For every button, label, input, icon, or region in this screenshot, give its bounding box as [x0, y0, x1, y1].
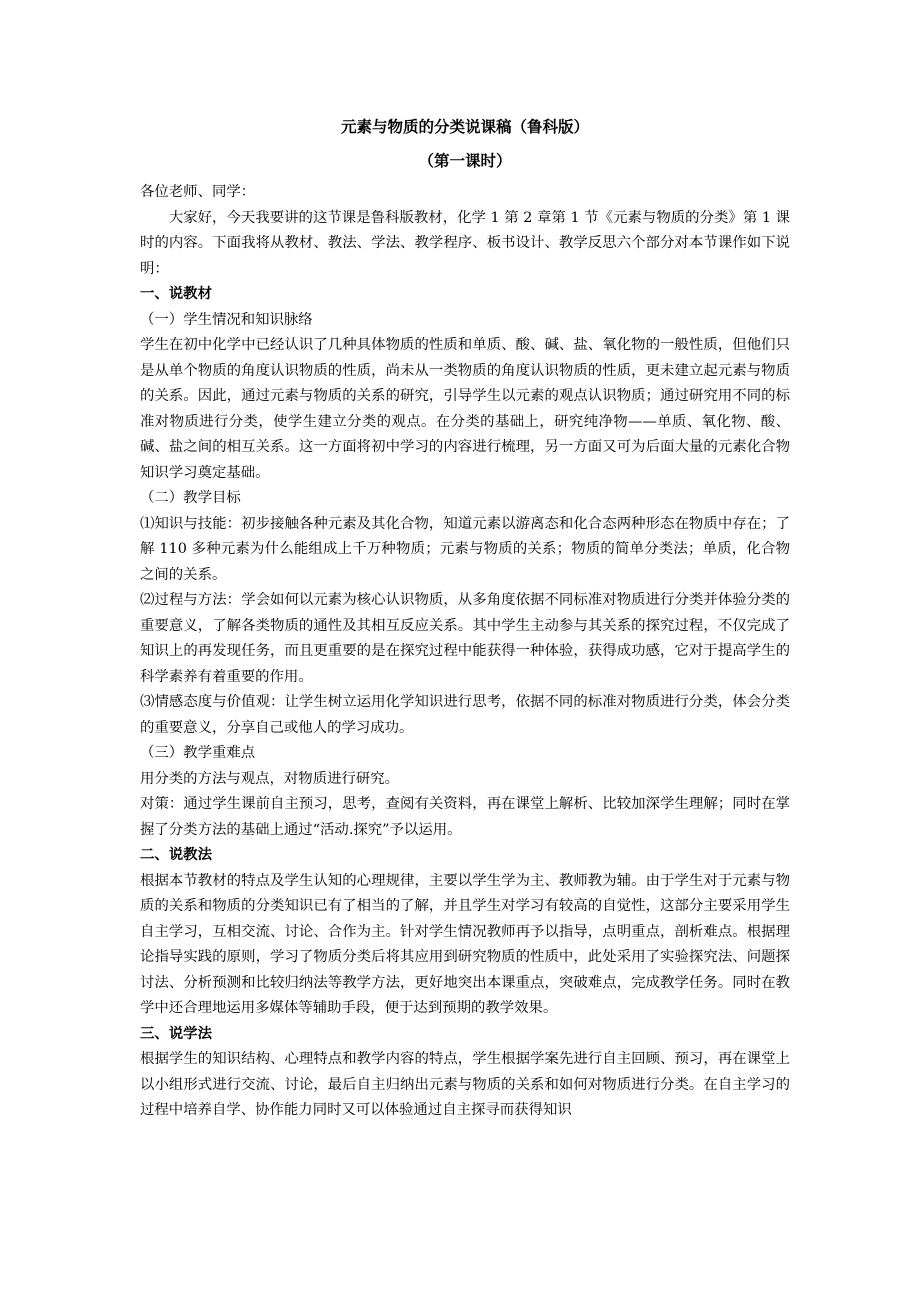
- subheading-teaching-goals: （二）教学目标: [140, 490, 241, 506]
- subheading-key-points: （三）教学重难点: [140, 745, 256, 761]
- goal-attitude-values: ⑶情感态度与价值观：让学生树立运用化学知识进行思考，依据不同的标准对物质进行分类，体会分类的重要意义，分享自己或他人的学习成功。: [140, 694, 790, 736]
- section-heading-learning-method: 三、说学法: [140, 1025, 212, 1042]
- document-page: [140, 112, 790, 1124]
- section-heading-teaching-method: 二、说教法: [140, 847, 212, 863]
- teaching-method-paragraph: 根据本节教材的特点及学生认知的心理规律，主要以学生学为主、教师教为辅。由于学生对于元素与物质的关系和物质的分类知识已有了相当的了解，并且学生对学习有较高的自觉性，这部分主要采用学生自主学习，互相交流、讨论、合作为主。针对学生情况教师再予以指导，点明重点，剖析难点。根据理论指导实践的原则，学习了物质分类后将其应用到研究物质的性质中，此处采用了实验探究法、问题探讨法、分析预测和比较归纳法等教学方法，更好地突出本课重点，突破难点，完成教学任务。同时在教学中还合理地运用多媒体等辅助手段，便于达到预期的教学效果。: [140, 872, 790, 1016]
- greeting: 各位老师、同学：: [140, 184, 256, 200]
- learning-method-paragraph: 根据学生的知识结构、心理特点和教学内容的特点，学生根据学案先进行自主回顾、预习，再在课堂上以小组形式进行交流、讨论，最后自主归纳出元素与物质的关系和如何对物质进行分类。在自主学习的过程中培养自学、协作能力同时又可以体验通过自主探寻而获得知识: [140, 1051, 790, 1118]
- subheading-student-situation: （一）学生情况和知识脉络: [140, 311, 313, 328]
- key-points-paragraph: 用分类的方法与观点，对物质进行研究。: [140, 770, 400, 787]
- strategy-paragraph: 对策：通过学生课前自主预习，思考，查阅有关资料，再在课堂上解析、比较加深学生理解；同时在掌握了分类方法的基础上通过“活动.探究”予以运用。: [140, 796, 790, 838]
- section-heading-teaching-material: 一、说教材: [140, 286, 212, 302]
- document-subtitle: （第一课时）: [418, 151, 512, 170]
- intro-paragraph: 大家好，今天我要讲的这节课是鲁科版教材，化学 1 第 2 章第 1 节《元素与物质的分类》第 1 课时的内容。下面我将从教材、教法、学法、教学程序、板书设计、教学反思六个部分对本节课作如下说明：: [140, 209, 790, 277]
- document-title: 元素与物质的分类说课稿（鲁科版）: [340, 117, 589, 136]
- student-situation-paragraph: 学生在初中化学中已经认识了几种具体物质的性质和单质、酸、碱、盐、氧化物的一般性质，但他们只是从单个物质的角度认识物质的性质，尚未从一类物质的角度认识物质的性质，更未建立起元素与物质的关系。因此，通过元素与物质的关系的研究，引导学生以元素的观点认识物质；通过研究用不同的标准对物质进行分类，使学生建立分类的观点。在分类的基础上，研究纯净物——单质、氧化物、酸、碱、盐之间的相互关系。这一方面将初中学习的内容进行梳理，另一方面又可为后面大量的元素化合物知识学习奠定基础。: [140, 337, 790, 481]
- goal-process-methods: ⑵过程与方法：学会如何以元素为核心认识物质，从多角度依据不同标准对物质进行分类并体验分类的重要意义，了解各类物质的通性及其相互反应关系。其中学生主动参与其关系的探究过程，不仅完成了知识上的再发现任务，而且更重要的是在探究过程中能获得一种体验，获得成功感，它对于提高学生的科学素养有着重要的作用。: [140, 592, 790, 685]
- goal-knowledge-skills: ⑴知识与技能：初步接触各种元素及其化合物，知道元素以游离态和化合态两种形态在物质中存在；了解 110 多种元素为什么能组成上千万种物质；元素与物质的关系；物质的简单分类法；单质，化合物之间的关系。: [140, 515, 790, 583]
